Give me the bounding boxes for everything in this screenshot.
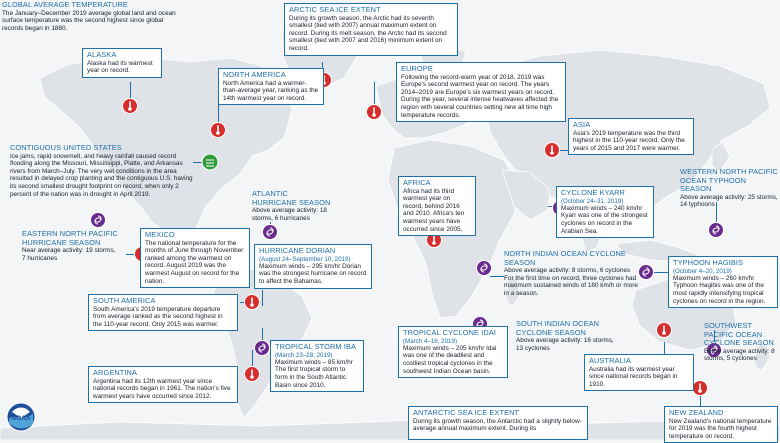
hagibis-text: Maximum winds – 260 km/hr Typhoon Hagibis was one of the most rapidly intensifying tropical cyclones on record in the region.: [673, 274, 766, 305]
kyarr-dates: (October 24–31, 2019): [561, 197, 624, 205]
asia-text: Asia's 2019 temperature was the third highest in the 110-year record. Only the years of 2015 and 2017 were warmer.: [573, 129, 685, 152]
antarctic-callout: [408, 406, 588, 440]
iba-dates: (March 23–28, 2019): [275, 351, 333, 359]
mexico-title: MEXICO: [145, 230, 175, 239]
enp-hurricane-marker: [91, 213, 106, 228]
antarctic-title: ANTARCTIC SEA ICE EXTENT: [413, 408, 520, 417]
dorian-callout: [254, 244, 372, 289]
wnp-typhoon-text: Above average activity: 25 storms, 14 typhoons: [680, 193, 778, 209]
us-flood-marker: [202, 154, 218, 170]
sio-cyclone-title: SOUTH INDIAN OCEAN CYCLONE SEASON: [516, 319, 600, 337]
north-america-callout: [218, 68, 324, 105]
sio-cyclone-callout: [516, 320, 616, 352]
north-america-warm-marker: [211, 123, 226, 138]
arctic-title: ARCTIC SEA ICE EXTENT: [289, 5, 381, 14]
europe-callout: [396, 62, 566, 122]
australia-callout: [584, 354, 694, 391]
nio-cyclone-title: NORTH INDIAN OCEAN CYCLONE SEASON: [504, 249, 626, 267]
atlantic-hurricane-title: ATLANTIC HURRICANE SEASON: [252, 189, 331, 207]
south-america-text: South America's 2019 temperature departure from average ranked as the second highest in the 110-year record. Only 2015 was warmer.: [93, 305, 223, 328]
contiguous-us-title: CONTIGUOUS UNITED STATES: [10, 143, 122, 152]
new-zealand-text: New Zealand's national temperature for 2019 was the fourth highest temperature on record.: [669, 417, 772, 440]
contiguous-us-callout: [10, 144, 194, 198]
idai-title: TROPICAL CYCLONE IDAI: [403, 328, 496, 337]
australia-title: AUSTRALIA: [589, 356, 631, 365]
arctic-text: During its growth season, the Arctic had its seventh smallest (tied with 2007) annual maximum extent on record. During its melt season, the Arctic had its second smallest (tied with 2007 and 2016) minimum extent on record.: [289, 14, 447, 52]
wnp-typhoon-callout: [680, 168, 778, 209]
arctic-callout: [284, 3, 458, 56]
asia-title: ASIA: [573, 120, 591, 129]
australia-text: Australia had its warmest year since national records began in 1910.: [589, 365, 678, 388]
nio-cyclone-text: Above average activity: 8 storms, 6 cyclones For the first time on record, three cyclones had maximum sustained winds of 180 km/h or more in a season.: [504, 267, 638, 297]
asia-warm-marker: [545, 143, 560, 158]
north-america-title: NORTH AMERICA: [223, 70, 286, 79]
iba-title: TROPICAL STORM IBA: [275, 342, 357, 351]
hagibis-title: TYPHOON HAGIBIS: [673, 258, 744, 267]
global-title: GLOBAL AVERAGE TEMPERATURE: [2, 0, 128, 9]
nio-cyclone-marker: [477, 261, 492, 276]
enp-hurricane-text: Near average activity: 19 storms, 7 hurricanes: [22, 247, 116, 262]
new-zealand-warm-marker: [693, 381, 708, 396]
argentina-title: ARGENTINA: [93, 368, 138, 377]
wnp-typhoon-marker: [709, 223, 724, 238]
europe-warm-marker: [367, 105, 382, 120]
alaska-warm-marker: [123, 99, 138, 114]
noaa-logo-text: NOAA: [11, 415, 31, 422]
antarctic-text: During its growth season, the Antarctic had a slightly below-average annual maximum extent. During its: [413, 417, 582, 433]
contiguous-us-text: Ice jams, rapid snowmelt, and heavy rainfall caused record flooding along the Missouri, Mississippi, Platte, and Arkansas rivers from March–July. The very wet conditions in the area resulted in delayed crop planting and the contiguous U.S. having its second smallest drought footprint on record, when only 2 percent of the nation was in drought in April 2019.: [10, 152, 193, 198]
global-callout: [2, 1, 178, 32]
australia-warm-marker: [657, 323, 672, 338]
africa-callout: [398, 176, 476, 236]
sio-cyclone-text: Above average activity: 16 storms, 13 cyclones: [516, 337, 614, 352]
argentina-warm-marker: [245, 367, 260, 382]
wnp-typhoon-title: WESTERN NORTH PACIFIC OCEAN TYPHOON SEASON: [680, 167, 778, 194]
hagibis-callout: [668, 256, 778, 308]
africa-text: Africa had its third warmest year on record, behind 2016 and 2010. Africa's ten warmest years have occurred since 2005.: [403, 187, 465, 233]
nio-cyclone-callout: [504, 250, 640, 298]
enp-hurricane-callout: [22, 230, 120, 262]
north-america-text: North America had a warmer-than-average year, ranking as the 14th warmest year on record.: [223, 79, 319, 102]
kyarr-callout: [556, 186, 654, 238]
swp-cyclone-callout: [704, 322, 780, 363]
kyarr-text: Maximum winds – 240 km/hr Kyarr was one of the strongest cyclones on record in the Arabian Sea.: [561, 204, 648, 235]
south-america-warm-marker: [245, 295, 260, 310]
new-zealand-title: NEW ZEALAND: [669, 408, 724, 417]
europe-text: Following the record-warm year of 2018, 2019 was Europe's second warmest year on record. The years 2014–2019 are Europe's six warmest years on record. During the year, several intense heatwaves affected the region with several countries setting new all time high temperature records.: [401, 73, 559, 119]
alaska-callout: [82, 48, 162, 78]
enp-hurricane-title: EASTERN NORTH PACIFIC HURRICANE SEASON: [22, 229, 118, 247]
atlantic-hurricane-marker: [263, 225, 278, 240]
iba-text: Maximum winds – 85 km/hr The first tropical storm to form in the South Atlantic Basin since 2010.: [275, 358, 353, 389]
dorian-title: HURRICANE DORIAN: [259, 246, 336, 255]
mexico-text: The national temperature for the months of June through November ranked among the warmest on record. August 2019 was the warmest August on record for the nation.: [145, 239, 244, 285]
dorian-text: Maximum winds – 295 km/hr Dorian was the strongest hurricane on record to affect the Bahamas.: [259, 262, 367, 285]
argentina-callout: [88, 366, 238, 403]
idai-dates: (March 4–16, 2019): [403, 337, 457, 345]
iba-marker: [255, 341, 270, 356]
hagibis-marker: [639, 265, 654, 280]
atlantic-hurricane-text: Above average activity: 18 storms, 6 hurricanes: [252, 207, 327, 222]
dorian-dates: (August 24–September 10, 2019): [259, 255, 351, 263]
kyarr-title: CYCLONE KYARR: [561, 188, 625, 197]
new-zealand-callout: [664, 406, 778, 443]
idai-text: Maximum winds – 205 km/hr Idai was one of the deadliest and costliest tropical cyclones in the southwest Indian Ocean basin.: [403, 344, 497, 375]
hagibis-dates: (October 4–20, 2019): [673, 267, 732, 275]
atlantic-hurricane-callout: [252, 190, 332, 222]
iba-callout: [270, 340, 364, 392]
alaska-title: ALASKA: [87, 50, 117, 59]
mexico-callout: [140, 228, 250, 288]
swp-cyclone-title: SOUTHWEST PACIFIC OCEAN CYCLONE SEASON: [704, 321, 774, 348]
global-text: The January–December 2019 average global land and ocean surface temperature was the second highest since global records began in 1880.: [2, 9, 176, 32]
noaa-logo: [6, 402, 36, 432]
idai-callout: [398, 326, 508, 378]
europe-title: EUROPE: [401, 64, 433, 73]
south-america-title: SOUTH AMERICA: [93, 296, 156, 305]
africa-title: AFRICA: [403, 178, 431, 187]
argentina-text: Argentina had its 12th warmest year since national records began in 1961. The nation's five warmest years have occurred since 2012.: [93, 377, 231, 400]
alaska-text: Alaska had its warmest year on record.: [87, 59, 153, 75]
south-america-callout: [88, 294, 238, 331]
swp-cyclone-text: Below average activity: 8 storms, 5 cyclones: [704, 347, 775, 363]
asia-callout: [568, 118, 694, 155]
